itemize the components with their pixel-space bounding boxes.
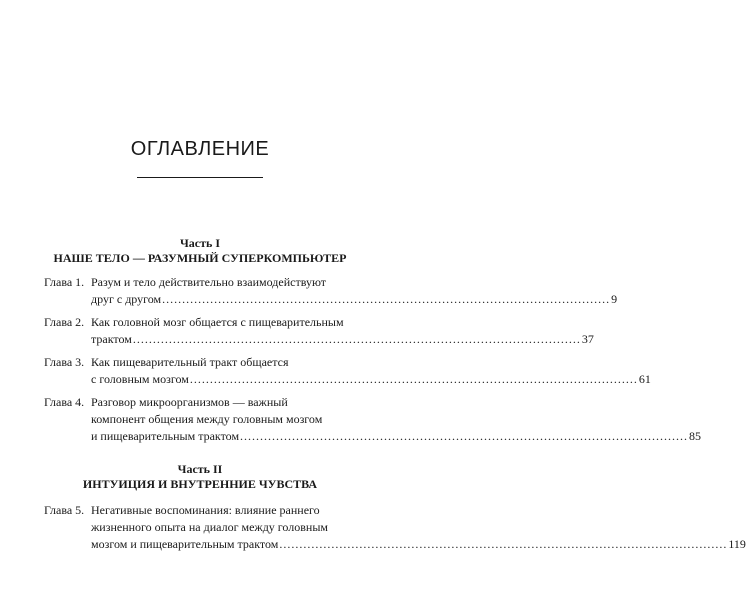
chapter-title-line: и пищеварительным трактом xyxy=(91,429,240,443)
chapter-label: Глава 4. xyxy=(44,395,85,409)
page-number: 37 xyxy=(581,332,594,346)
chapter-title-line: Разговор микроорганизмов — важный xyxy=(91,395,288,409)
toc-entry-chapter-1[interactable] xyxy=(44,274,618,308)
toc-entry-chapter-4[interactable] xyxy=(44,394,702,445)
part-1-title: НАШЕ ТЕЛО — РАЗУМНЫЙ СУПЕРКОМПЬЮТЕР xyxy=(53,251,347,265)
dot-leader: ................................................................................................................ xyxy=(189,372,638,386)
part-2-header xyxy=(0,462,400,492)
chapter-label: Глава 3. xyxy=(44,355,85,369)
chapter-title-line: Как пищеварительный тракт общается xyxy=(91,355,289,369)
part-1-number: Часть I xyxy=(179,236,221,250)
page-number: 119 xyxy=(728,537,746,551)
chapter-title-line: Негативные воспоминания: влияние раннего xyxy=(91,503,320,517)
chapter-title-line: друг с другом xyxy=(91,292,162,306)
page-number: 9 xyxy=(611,292,618,306)
dot-leader: ................................................................................................................ xyxy=(240,429,689,443)
page-number: 85 xyxy=(689,429,702,443)
toc-entry-chapter-2[interactable] xyxy=(44,314,594,348)
chapter-title-line: с головным мозгом xyxy=(91,372,189,386)
chapter-title-line: мозгом и пищеварительным трактом xyxy=(91,537,279,551)
chapter-label: Глава 5. xyxy=(44,503,85,517)
page-number: 61 xyxy=(638,372,651,386)
chapter-label: Глава 1. xyxy=(44,275,85,289)
toc-heading: ОГЛАВЛЕНИЕ xyxy=(130,138,270,160)
dot-leader: ................................................................................................................ xyxy=(132,332,581,346)
chapter-title-line: Разум и тело действительно взаимодействуют xyxy=(91,275,327,289)
heading-rule xyxy=(137,177,263,178)
toc-entry-chapter-3[interactable] xyxy=(44,354,651,388)
dot-leader: ................................................................................................................ xyxy=(162,292,611,306)
chapter-title-line: трактом xyxy=(91,332,132,346)
part-1-header xyxy=(0,236,400,266)
chapter-title-line: компонент общения между головным мозгом xyxy=(91,412,323,426)
part-2-title: ИНТУИЦИЯ И ВНУТРЕННИЕ ЧУВСТВА xyxy=(82,477,318,491)
part-2-number: Часть II xyxy=(177,462,223,476)
chapter-title-line: жизненного опыта на диалог между головным xyxy=(91,520,328,534)
dot-leader: ................................................................................................................ xyxy=(279,537,728,551)
toc-entry-chapter-5[interactable] xyxy=(44,502,746,553)
chapter-label: Глава 2. xyxy=(44,315,85,329)
chapter-title-line: Как головной мозг общается с пищеварительным xyxy=(91,315,344,329)
